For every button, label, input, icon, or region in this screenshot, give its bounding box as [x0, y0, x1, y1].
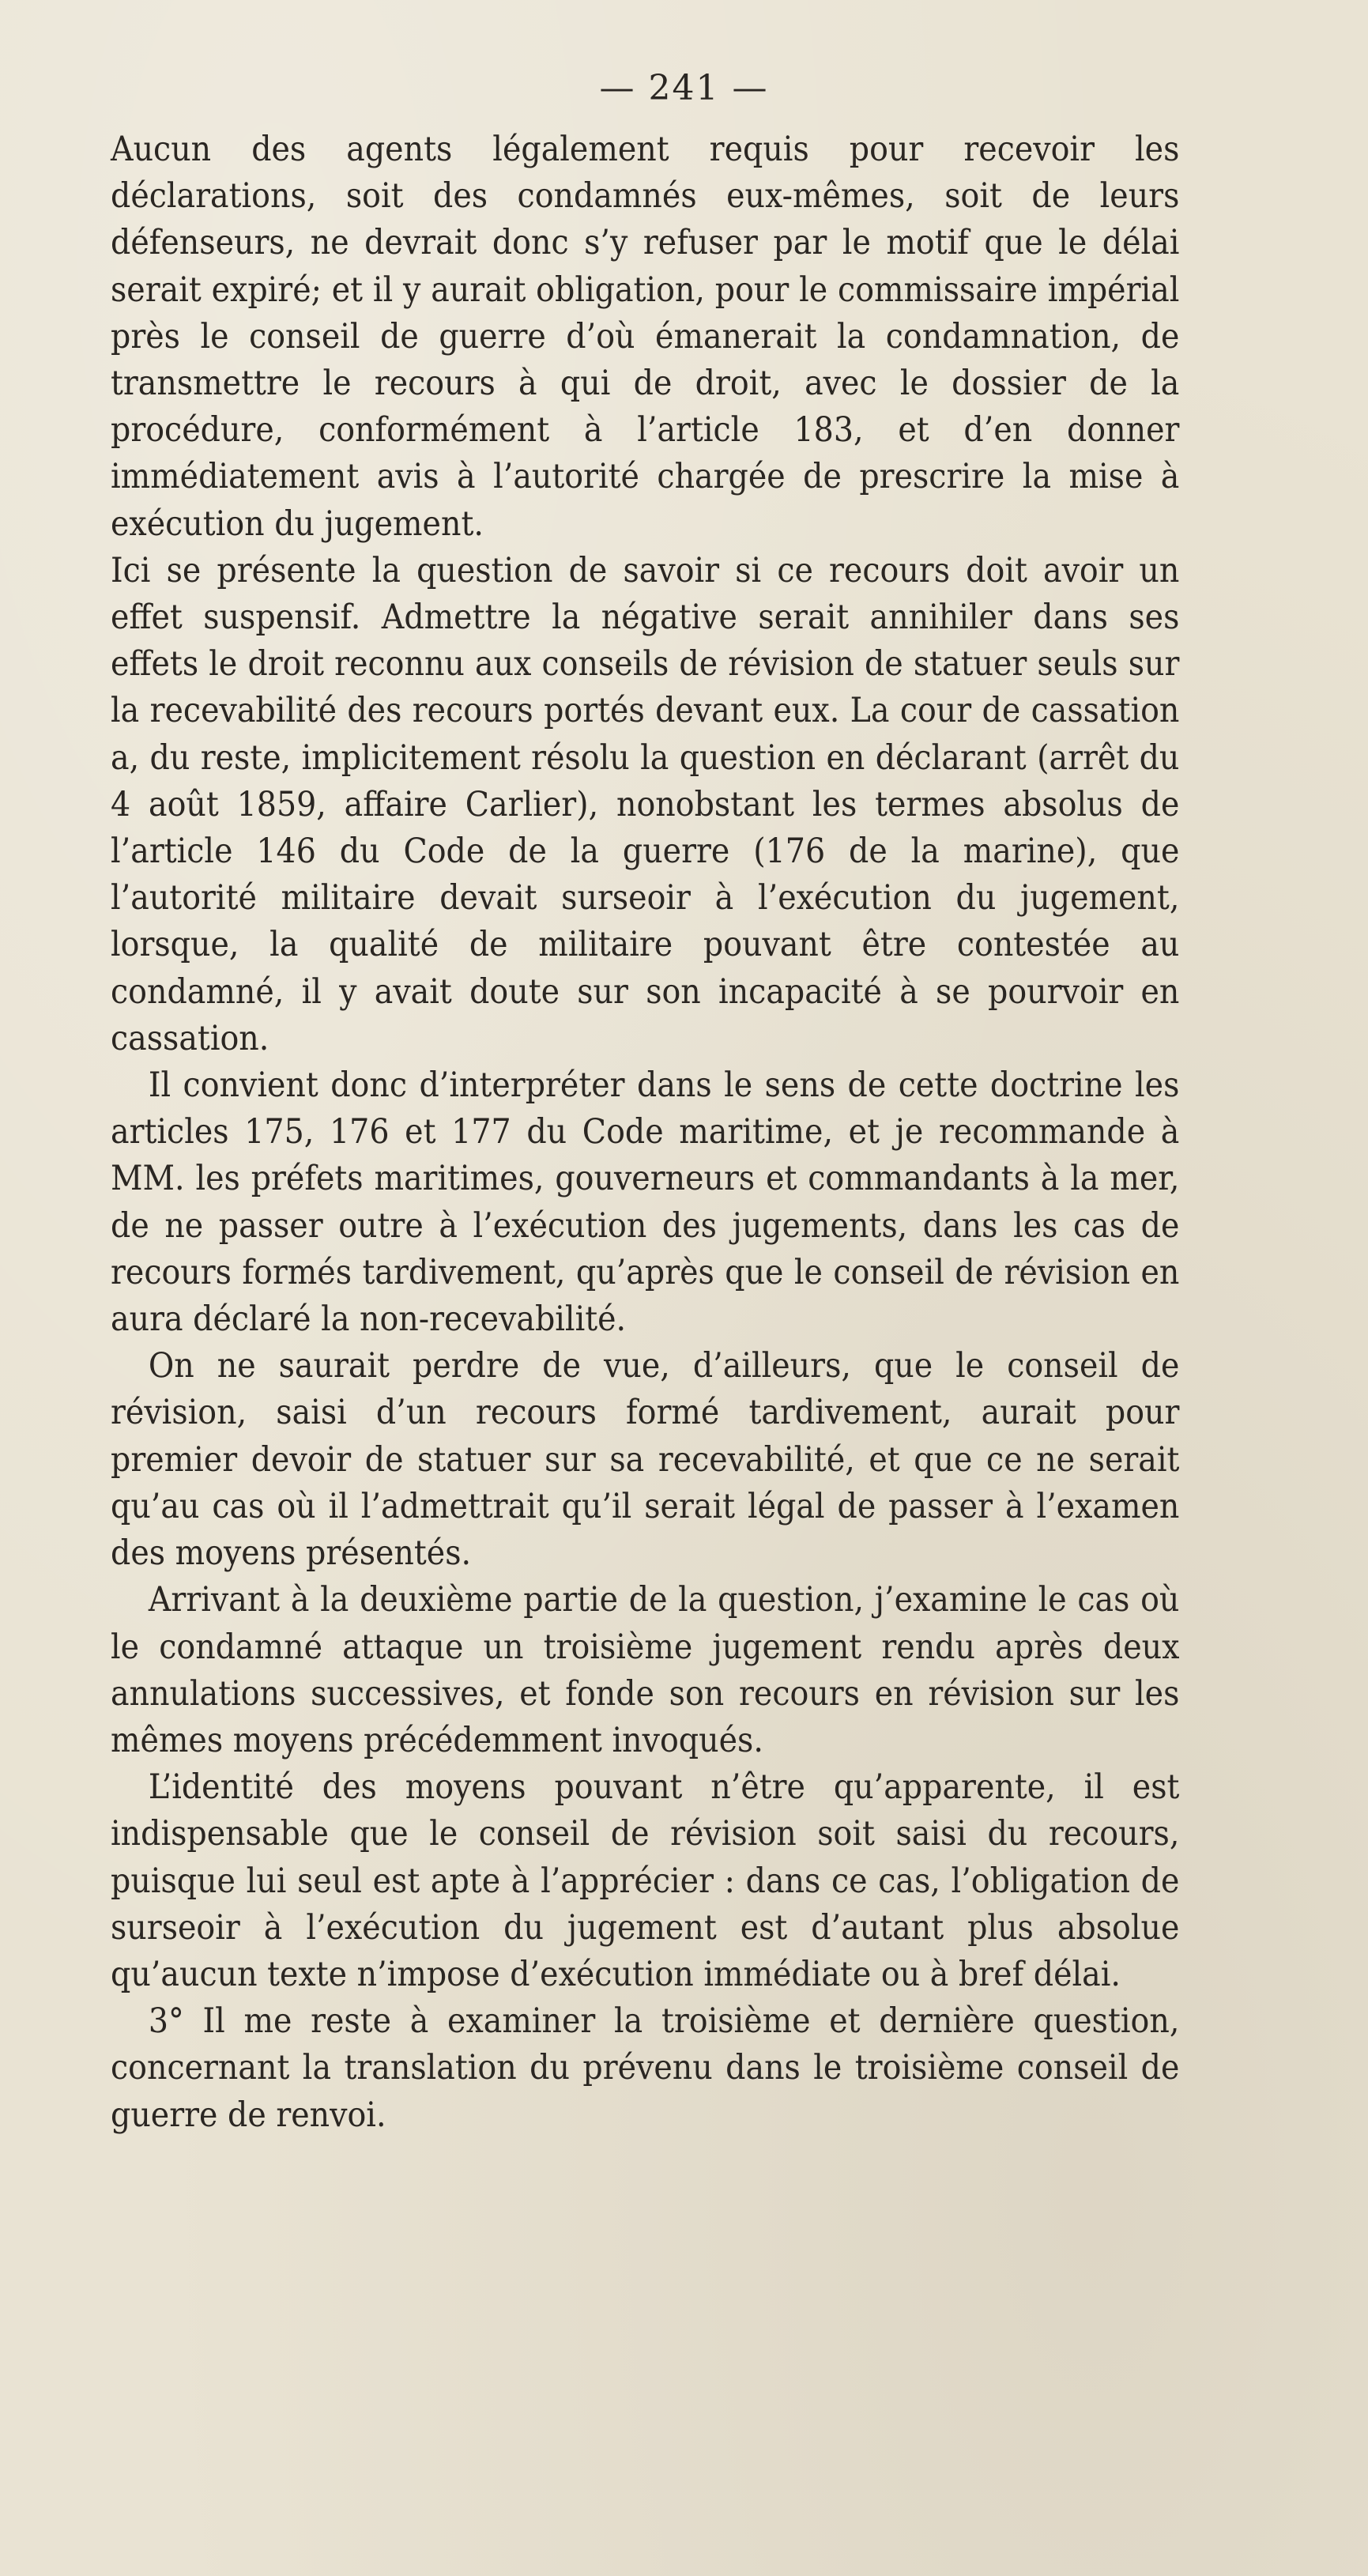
paragraph-troisieme-question: 3° Il me reste à examiner la troisième et dernière question, concernant la translation du prévenu dans le troisième conseil de guerre de renvoi.: [111, 2001, 1180, 2135]
page-number: — 241 —: [599, 68, 769, 108]
paragraph-interpretation: Il convient donc d’interpréter dans le sens de cette doctrine les articles 175, 176 et 177 du Code maritime, et je recommande à MM. les préfets maritimes, gouverneurs et commandants à la mer, de ne passer outre à l’exécution des jugements, dans les cas de recours formés tardivement, qu’après que le conseil de révision en aura déclaré la non-recevabilité.: [111, 1065, 1180, 1340]
paragraph-deuxieme-partie: Arrivant à la deuxième partie de la question, j’examine le cas où le condamné attaque un troisième jugement rendu après deux annulations successives, et fonde son recours en révision sur les mêmes moyens précédemment invoqués.: [111, 1580, 1180, 1760]
paragraph-recevabilite: On ne saurait perdre de vue, d’ailleurs, que le conseil de révision, saisi d’un recours formé tardivement, aurait pour premier devoir de statuer sur sa recevabilité, et que ce ne serait qu’au cas où il l’admettrait qu’il serait légal de passer à l’examen des moyens présentés.: [111, 1346, 1180, 1574]
paragraph-declarations: Aucun des agents légalement requis pour recevoir les déclarations, soit des condamnés eux-mêmes, soit de leurs défenseurs, ne devrait donc s’y refuser par le motif que le délai serait expiré; et il y aurait obligation, pour le commissaire impérial près le conseil de guerre d’où émanerait la condamnation, de transmettre le recours à qui de droit, avec le dossier de la procédure, conformément à l’article 183, et d’en donner immédiatement avis à l’autorité chargée de prescrire la mise à exécution du jugement.: [111, 130, 1180, 544]
paragraph-identite-moyens: L’identité des moyens pouvant n’être qu’apparente, il est indispensable que le conseil de révision soit saisi du recours, puisque lui seul est apte à l’apprécier : dans ce cas, l’obligation de surseoir à l’exécution du jugement est d’autant plus absolue qu’aucun texte n’impose d’exécution immédiate ou à bref délai.: [111, 1767, 1180, 1994]
paragraph-effet-suspensif: Ici se présente la question de savoir si ce recours doit avoir un effet suspensif. Admettre la négative serait annihiler dans ses effets le droit reconnu aux conseils de révision de statuer seuls sur la recevabilité des recours portés devant eux. La cour de cassation a, du reste, implicitement résolu la question en déclarant (arrêt du 4 août 1859, affaire Carlier), nonobstant les termes absolus de l’article 146 du Code de la guerre (176 de la marine), que l’autorité militaire devait surseoir à l’exécution du jugement, lorsque, la qualité de militaire pouvant être contestée au condamné, il y avait doute sur son incapacité à se pourvoir en cassation.: [111, 550, 1180, 1058]
body-text: [111, 126, 1179, 2139]
